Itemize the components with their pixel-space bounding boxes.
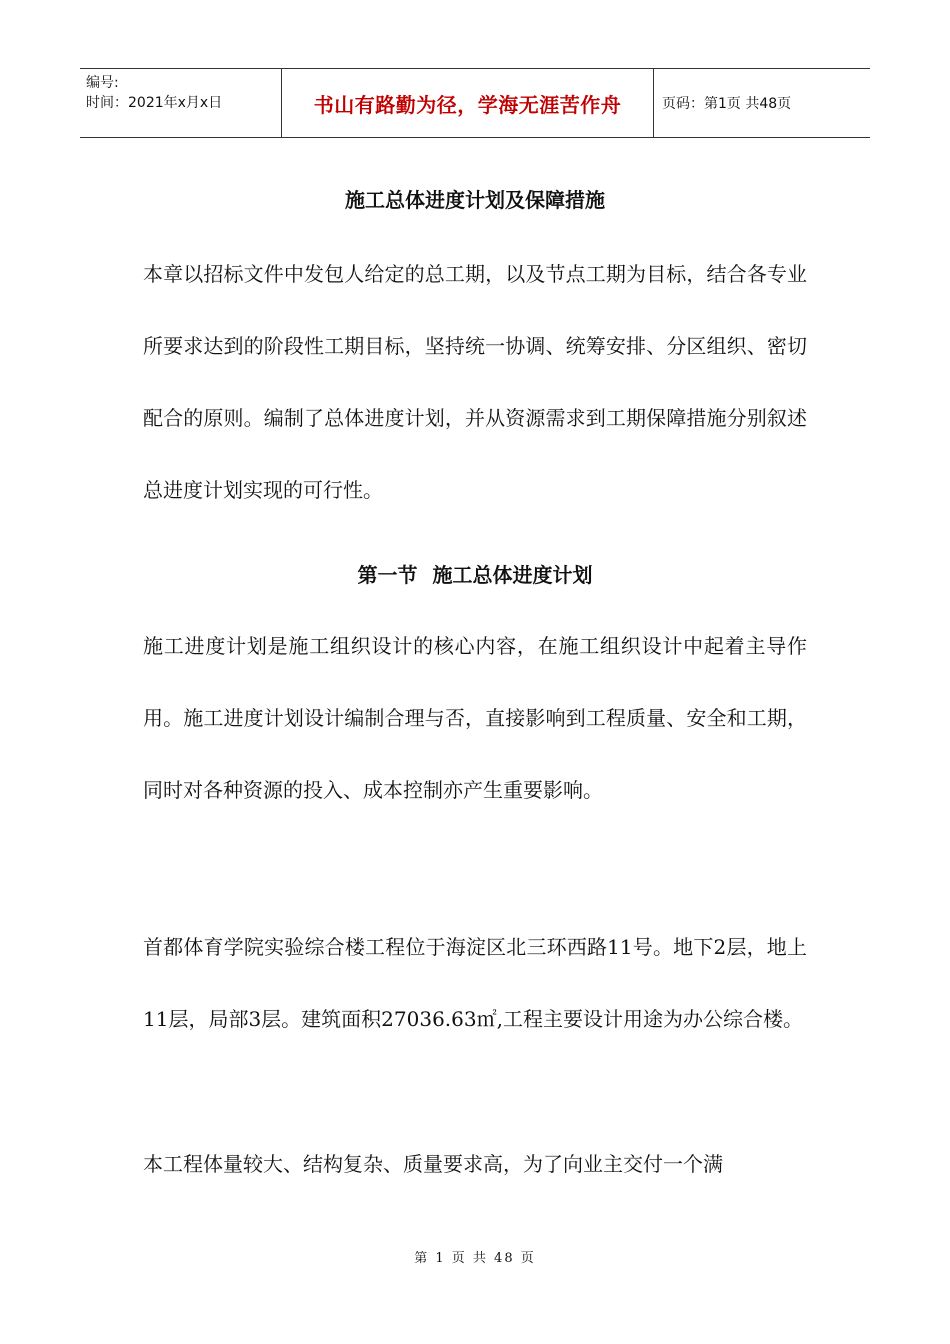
header-meta-cell (80, 69, 282, 137)
document-time-label: 时间：2021年x月x日 (86, 95, 223, 111)
header-page-info: 页码：第1页 共48页 (662, 96, 792, 112)
page-header (80, 68, 870, 138)
intro-paragraph: 本章以招标文件中发包人给定的总工期，以及节点工期为目标，结合各专业所要求达到的阶段性工期目标，坚持统一协调、统筹安排、分区组织、密切配合的原则。编制了总体进度计划，并从资源需求到工期保障措施分别叙述总进度计划实现的可行性。 (143, 262, 807, 502)
section-title: 第一节 施工总体进度计划 (357, 563, 593, 587)
body-paragraph-2: 首都体育学院实验综合楼工程位于海淀区北三环西路11号。地下2层，地上11层，局部3层。建筑面积27036.63㎡,工程主要设计用途为办公综合楼。 (143, 935, 807, 1031)
body-paragraph-3: 本工程体量较大、结构复杂、质量要求高，为了向业主交付一个满 (143, 1152, 723, 1176)
document-title: 施工总体进度计划及保障措施 (345, 188, 605, 212)
document-number-label: 编号: (86, 75, 119, 91)
page-footer: 第 1 页 共 48 页 (414, 1251, 536, 1266)
body-paragraph-1: 施工进度计划是施工组织设计的核心内容，在施工组织设计中起着主导作用。施工进度计划设计编制合理与否，直接影响到工程质量、安全和工期，同时对各种资源的投入、成本控制亦产生重要影响。 (143, 634, 807, 802)
header-motto: 书山有路勤为径，学海无涯苦作舟 (282, 69, 654, 137)
